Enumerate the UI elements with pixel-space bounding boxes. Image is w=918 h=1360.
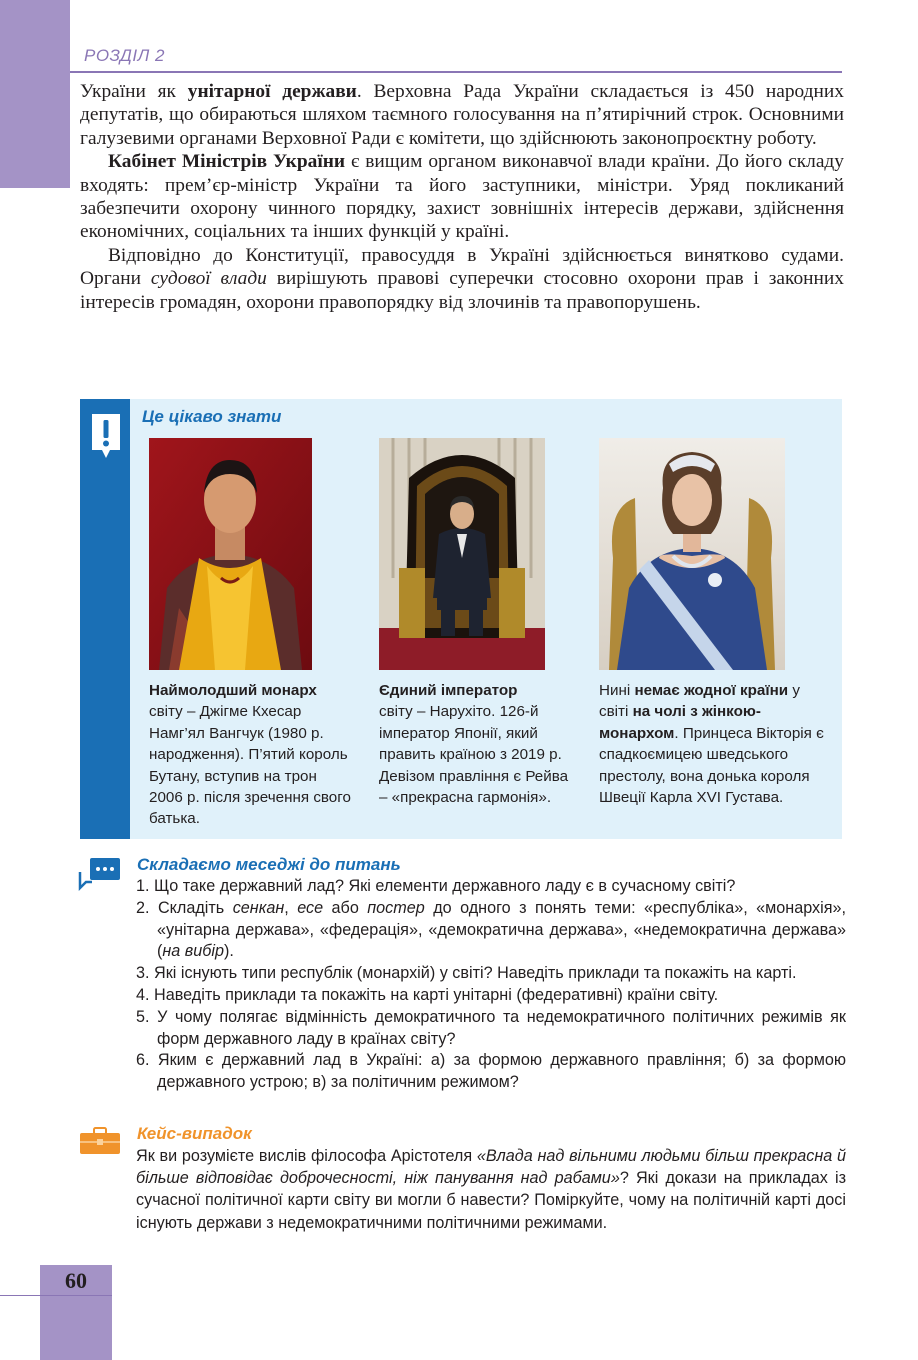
text-run: вирішують правові суперечки стосовно охорони прав і законних інтересів громадян, охорони правопорядку від злочинів та правопорушень. [80,268,844,313]
caption-text: . Принцеса Вікторія є спадкоємицею шведського престолу, вона донька короля Швеції Карла XVI Густава. [599,724,824,807]
question-item [136,898,846,963]
photo-emperor-of-japan [379,438,545,670]
case-quote: «Влада над вільними людьми більш прекрасна й більше відповідає доброчесності, ніж панування над рабами» [136,1147,846,1188]
question-text: Яким є державний лад в Україні: а) за формою державного правління; б) за формою державного устрою; в) за політичним режимом? [157,1051,847,1092]
info-box-title: Це цікаво знати [142,407,282,426]
question-text: до одного з понять теми: «республіка», «монархія», «унітарна держава», «федерація», «демократична держава», «недемократична держава» ( [157,898,847,961]
corner-tab [0,0,70,188]
text-run: . Верховна Рада України складається із 450 народних депутатів, що обираються шляхом таємного голосування на п’ятирічний строк. Основними галузевими органами Верховної Ради є комітети, що здійснюють законопроєктну роботу. [80,81,844,149]
question-item [136,985,846,1007]
photo-crown-princess-of-sweden [599,438,785,670]
section-label: РОЗДІЛ 2 [84,46,165,65]
italic-term: постер [367,898,425,917]
caption-bold: Наймолодший монарх [149,682,317,699]
caption-bold: немає жодної країни [634,682,789,699]
text-run: Відповідно до Конституції, правосуддя в Україні здійснюється винятково судами. Органи [80,244,844,290]
footer-rule [0,1295,112,1296]
message-icon [78,856,122,892]
question-text: , [284,898,298,917]
caption-text: у світі [599,682,800,721]
questions-heading: Складаємо меседжі до питань [137,855,401,874]
question-item [136,963,846,985]
question-text: Складіть [157,898,233,917]
italic-term: на вибір [162,942,224,961]
case-text-run: ? Які докази на прикладах із сучасної політичної карти світу ви могли б навести? Поміркуйте, чому на політичній карті досі існують держави з недемократичними політичними режимами. [136,1169,846,1232]
paragraph-2 [80,150,844,244]
case-text [136,1145,846,1234]
question-text: Які існують типи республік (монархій) у світі? Наведіть приклади та покажіть на карті. [154,964,797,983]
question-text: Наведіть приклади та покажіть на карті унітарні (федеративні) країни світу. [154,985,719,1004]
paragraph-1 [80,80,844,150]
question-item [136,1050,846,1094]
question-item [136,1007,846,1051]
question-number: 3. [136,964,150,983]
question-number: 4. [136,985,150,1004]
question-text: Що таке державний лад? Які елементи державного ладу є в сучасному світі? [154,877,736,895]
text-run: України як [80,81,188,102]
bold-term: Кабінет Міністрів України [108,151,346,173]
intro-text [80,80,844,314]
caption-text: Нині [599,682,635,699]
caption-text: світу – Джігме Кхесар Намг’ял Вангчук (1980 р. народження). П’ятий король Бутану, вступив на трон 2006 р. після зречення свого батька. [149,703,351,828]
info-box-strip [80,399,130,839]
caption-1 [149,680,354,830]
question-text: або [323,898,368,917]
italic-term: сенкан [232,898,285,917]
case-text-run: Як ви розумієте вислів філософа Арістотеля [136,1147,477,1165]
case-heading: Кейс-випадок [137,1124,252,1143]
paragraph-3 [80,244,844,314]
page-number: 60 [65,1268,87,1293]
briefcase-icon [78,1127,122,1155]
question-item [136,876,846,898]
italic-term: судової влади [150,268,267,290]
text-run: є вищим органом виконавчої влади країни. До його складу входять: прем’єр-міністр України та його заступники, міністри. Уряд покликаний забезпечити охорону чинного порядку, захист зовнішніх інтересів держави, здійснення економічних, соціальних та інших функцій у країні. [80,151,844,243]
question-number: 2. [136,898,150,917]
question-text: ). [223,942,234,961]
question-text: У чому полягає відмінність демократичного та недемократичного політичних режимів як форм державного ладу в країнах світу? [157,1007,846,1048]
caption-2 [379,680,579,808]
photo-king-of-bhutan [149,438,312,670]
italic-term: есе [297,898,324,917]
question-number: 5. [136,1007,150,1026]
question-number: 6. [136,1051,150,1070]
exclamation-icon [92,414,120,460]
caption-bold: на чолі з жінкою-монархом [599,703,761,742]
caption-text: світу – Нарухіто. 126-й імператор Японії, який править країною з 2019 р. Девізом правління є Рейва – «прекрасна гармонія». [379,703,569,807]
caption-3 [599,680,827,808]
question-number: 1. [136,877,150,895]
caption-bold: Єдиний імператор [379,682,518,699]
header-rule [70,71,842,73]
bold-term: унітарної держави [187,81,357,102]
questions-list [136,876,846,1094]
